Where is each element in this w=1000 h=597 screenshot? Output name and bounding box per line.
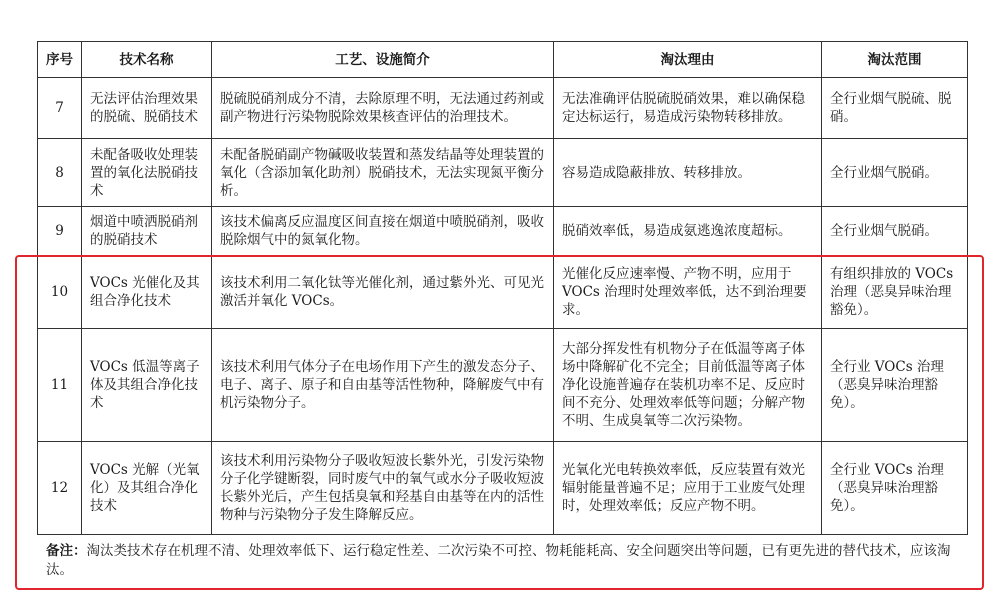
reason-cell: 光催化反应速率慢、产物不明，应用于 VOCs 治理时处理效率低，达不到治理要求。 (554, 256, 822, 329)
reason-cell: 光氧化光电转换效率低，反应装置有效光辐射能量普遍不足；应用于工业废气处理时，处理效率低；反应产物不明。 (554, 442, 822, 535)
scope-cell: 全行业烟气脱硝。 (822, 207, 968, 256)
process-cell: 该技术利用污染物分子吸收短波长紫外光，引发污染物分子化学键断裂，同时废气中的氧气或水分子吸收短波长紫外光后，产生包括臭氧和羟基自由基等在内的活性物种与污染物分子发生降解反应。 (212, 442, 554, 535)
tech-name-cell: 未配备吸收处理装置的氧化法脱硝技术 (82, 139, 212, 207)
tech-name-cell: 烟道中喷洒脱硝剂的脱硝技术 (82, 207, 212, 256)
scope-cell: 全行业烟气脱硫、脱硝。 (822, 78, 968, 139)
remark-note (46, 542, 961, 580)
scope-cell: 全行业 VOCs 治理（恶臭异味治理豁免）。 (822, 329, 968, 442)
remark-text: 淘汰类技术存在机理不清、处理效率低下、运行稳定性差、二次污染不可控、物耗能耗高、安全问题突出等问题，已有更先进的替代技术，应该淘汰。 (46, 543, 951, 578)
table-row (38, 256, 968, 329)
header-reason: 淘汰理由 (554, 42, 822, 78)
header-scope: 淘汰范围 (822, 42, 968, 78)
process-cell: 该技术偏离反应温度区间直接在烟道中喷脱硝剂，吸收脱除烟气中的氮氧化物。 (212, 207, 554, 256)
row-index: 9 (38, 207, 82, 256)
reason-cell: 脱硝效率低，易造成氨逃逸浓度超标。 (554, 207, 822, 256)
tech-name-cell: VOCs 光催化及其组合净化技术 (82, 256, 212, 329)
process-cell: 该技术利用气体分子在电场作用下产生的激发态分子、电子、离子、原子和自由基等活性物种，降解废气中有机污染物分子。 (212, 329, 554, 442)
tech-name-cell: VOCs 光解（光氧化）及其组合净化技术 (82, 442, 212, 535)
header-process: 工艺、设施简介 (212, 42, 554, 78)
header-index: 序号 (38, 42, 82, 78)
scope-cell: 全行业烟气脱硝。 (822, 139, 968, 207)
row-index: 11 (38, 329, 82, 442)
table-row (38, 207, 968, 256)
reason-cell: 容易造成隐蔽排放、转移排放。 (554, 139, 822, 207)
table-row (38, 78, 968, 139)
reason-cell: 无法准确评估脱硫脱硝效果，难以确保稳定达标运行，易造成污染物转移排放。 (554, 78, 822, 139)
header-tech-name: 技术名称 (82, 42, 212, 78)
process-cell: 脱硫脱硝剂成分不清，去除原理不明，无法通过药剂或副产物进行污染物脱除效果核查评估的治理技术。 (212, 78, 554, 139)
table-row (38, 329, 968, 442)
scope-cell: 全行业 VOCs 治理（恶臭异味治理豁免）。 (822, 442, 968, 535)
row-index: 7 (38, 78, 82, 139)
scope-cell: 有组织排放的 VOCs 治理（恶臭异味治理豁免）。 (822, 256, 968, 329)
table-header-row (38, 42, 968, 78)
table-row (38, 139, 968, 207)
table-row (38, 442, 968, 535)
remark-label: 备注： (46, 543, 87, 559)
tech-name-cell: VOCs 低温等离子体及其组合净化技术 (82, 329, 212, 442)
tech-name-cell: 无法评估治理效果的脱硫、脱硝技术 (82, 78, 212, 139)
row-index: 10 (38, 256, 82, 329)
row-index: 8 (38, 139, 82, 207)
process-cell: 未配备脱硝副产物碱吸收装置和蒸发结晶等处理装置的氧化（含添加氧化助剂）脱硝技术，无法实现氮平衡分析。 (212, 139, 554, 207)
phase-out-technology-table (37, 41, 968, 535)
process-cell: 该技术利用二氧化钛等光催化剂，通过紫外光、可见光激活并氧化 VOCs。 (212, 256, 554, 329)
row-index: 12 (38, 442, 82, 535)
reason-cell: 大部分挥发性有机物分子在低温等离子体场中降解矿化不完全；目前低温等离子体净化设施普遍存在装机功率不足、反应时间不充分、处理效率低等问题；分解产物不明、生成臭氧等二次污染物。 (554, 329, 822, 442)
